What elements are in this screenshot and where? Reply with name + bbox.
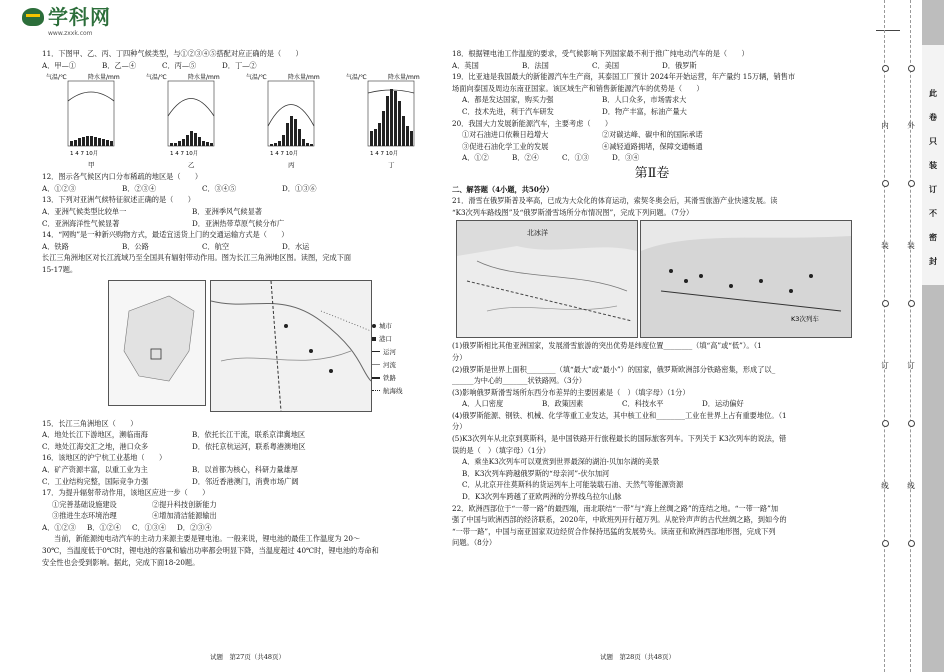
subquestion-3: (3)影响俄罗斯滑雪场所东西分布差异的主要因素是（ ）（填字母）（1分） <box>452 387 690 397</box>
subquestion-5-option-c: C．从北京开往莫斯科的货运列车上可能装载石油、天然气等能源资源 <box>462 480 684 490</box>
subquestion-5b: 误的是（ ）（填字母）（1分） <box>452 445 550 455</box>
question-17-items-b: ③推进生态环境治理 ④增加清洁能源输出 <box>52 511 217 521</box>
binding-circle-icon <box>908 180 915 187</box>
subquestion-1: (1)俄罗斯相比其他亚洲国家，发展滑雪旅游的突出优势是纬度位置________（填“高”或“低”）。（1 <box>452 341 762 351</box>
subquestion-4b: 分） <box>452 422 467 432</box>
notice-char: 此 <box>929 88 937 98</box>
question-20-items-a: ①对石油进口依赖日趋增大 ②对碳达峰、碳中和的国际承诺 <box>462 130 703 140</box>
question-21b: “K3次列车路线图”及“俄罗斯滑雪场所分布情况图”，完成下列问题。（7分） <box>452 207 694 217</box>
intro-15-17b: 15-17题。 <box>42 264 78 274</box>
svg-text:1 4 7 10月: 1 4 7 10月 <box>70 151 99 158</box>
intro-18-20a: 当前，新能源纯电动汽车的主动力来源主要是锂电池。一般来说，锂电池的最佳工作温度为 20～ <box>54 534 361 544</box>
question-21a: 21．滑雪在俄罗斯普及率高，已成为大众化的体育运动，索契冬奥会后，其滑雪旅游产业快速发展。读 <box>452 196 778 206</box>
binding-margin <box>870 0 950 672</box>
outer-label-wai: 外 <box>907 121 915 130</box>
binding-circle-icon <box>908 540 915 547</box>
binding-circle-icon <box>882 300 889 307</box>
question-13: 13．下列对亚洲气候特征叙述正确的是（ ） <box>42 195 195 205</box>
question-11: 11．下图甲、乙、丙、丁四种气候类型，与①②③④⑤搭配对应正确的是（ ） <box>42 49 303 58</box>
climate-chart-bing <box>246 73 320 169</box>
question-13-options-a: A．亚洲气候类型比较单一 B．亚洲季风气候显著 <box>42 206 262 216</box>
notice-char: 只 <box>929 136 937 146</box>
legend-railway: 铁路 <box>372 372 403 385</box>
inner-label-ding: 订 <box>881 361 889 370</box>
intro-15-17: 长江三角洲地区对长江流域乃至全国具有辐射带动作用。图为长江三角洲地区图。读图，完成下面 <box>42 253 352 263</box>
question-12: 12．图示各气候区内口分布稀疏的地区是（ ） <box>42 172 203 182</box>
climate-charts-svg <box>42 71 437 171</box>
graduation-cap-icon <box>22 8 44 26</box>
notice-char: 订 <box>929 184 937 194</box>
question-22c: “一带一路”，中国与南亚国家双边经贸合作保持迅猛的发展势头。读南亚和欧洲西部地形图，完成下列 <box>452 526 776 536</box>
outer-label-ding: 订 <box>907 361 915 370</box>
subquestion-5-option-d: D．K3次列车跨越了亚欧两洲的分界线乌拉尔山脉 <box>462 492 622 502</box>
question-15-options-a: A．地处长江下游地区，濒临南海 B．依托长江干流，联系京津冀地区 <box>42 430 306 440</box>
question-17-items-a: ①完善基础设施建设 ②提升科技创新能力 <box>52 499 217 509</box>
svg-text:气温/℃: 气温/℃ <box>246 74 267 82</box>
legend-sea-route: 航海线 <box>372 385 403 398</box>
question-18-options: A．英国 B．法国 C．美国 D．俄罗斯 <box>452 60 697 70</box>
question-22b: 强了中国与欧洲西部的经济联系，2020年，中欧班列开行超万列。从驼铃声声的古代丝绸之路，到如今的 <box>452 515 787 525</box>
binding-circle-icon <box>882 180 889 187</box>
binding-circle-icon <box>882 540 889 547</box>
binding-circle-icon <box>908 65 915 72</box>
inner-dashed-line <box>884 0 885 672</box>
brand-logo <box>22 5 111 37</box>
notice-char: 密 <box>929 232 937 242</box>
notice-char: 卷 <box>929 112 937 122</box>
section-title: 第Ⅱ卷 <box>634 165 670 181</box>
question-19a: 19．比亚迪是我国最大的新能源汽车生产商，其泰国工厂预计 2024年开始运营，年产量约 15万辆，销售市 <box>452 72 796 82</box>
binding-circle-icon <box>908 300 915 307</box>
binding-circle-icon <box>882 420 889 427</box>
svg-text:丁: 丁 <box>388 161 395 170</box>
yangtze-delta-map <box>42 276 437 418</box>
question-18: 18．根据锂电池工作温度的要求，受气候影响下列国家最不利于推广纯电动汽车的是（ ） <box>452 49 749 58</box>
climate-chart-ding <box>346 73 420 169</box>
intro-18-20c: 安全性也会受到影响。据此，完成下面18-20题。 <box>42 557 200 567</box>
map-legend <box>372 320 403 398</box>
chart-name: 甲 <box>88 161 95 170</box>
subquestion-5: (5)K3次列车从北京到莫斯科，是中国铁路开行旅程最长的国际旅客列车。下列关于 K3次列车的说法，错 <box>452 434 787 444</box>
inner-label-nei: 内 <box>881 121 889 130</box>
right-footer: 试题 第28页（共48页） <box>600 653 676 661</box>
binding-circle-icon <box>882 65 889 72</box>
question-20-items-b: ③促进石油化学工业的发展 ④减轻道路拥堵，保障交通畅通 <box>462 141 703 151</box>
question-12-options: A．①②③ B．②③④ C．③④⑤ D．①③⑥ <box>42 183 317 193</box>
subquestion-2b: ______为中心的_______状铁路网。（3分） <box>452 376 586 386</box>
question-19-options-a: A．都是发达国家，购买力强 B．人口众多，市场需求大 <box>462 95 687 105</box>
question-20-options: A．①② B．②④ C．①③ D．③④ <box>462 153 640 163</box>
k3-train-route-map <box>456 220 638 338</box>
svg-text:降水量/mm: 降水量/mm <box>188 74 220 82</box>
brand-url: www.zxxk.com <box>48 30 93 37</box>
svg-text:1 4 7 10月: 1 4 7 10月 <box>370 151 399 158</box>
question-16-options-b: C．工业结构完整，国际竞争力强 D．邻近香港澳门，消费市场广阔 <box>42 476 299 486</box>
intro-18-20b: 30℃，当温度低于0℃时，锂电池的容量和输出功率都会明显下降，当温度超过 40℃时，锂电池的寿命和 <box>42 546 379 556</box>
question-20: 20．我国大力发展新能源汽车，主要考虑（ ） <box>452 118 613 128</box>
question-11-options: A．甲—① B．乙—④ C．丙—⑤ D．丁—② <box>42 60 257 70</box>
question-13-options-b: C．亚洲海洋性气候显著 D．亚洲热带草原气候分布广 <box>42 218 285 228</box>
section-subtitle: 二、解答题（4小题，共50分） <box>452 184 554 194</box>
svg-text:1 4 7 10月: 1 4 7 10月 <box>170 151 199 158</box>
question-15-options-b: C．地处江海交汇之地，港口众多 D．依托京杭运河，联系粤港澳地区 <box>42 441 306 451</box>
question-17: 17．为提升辐射带动作用，该地区应进一步（ ） <box>42 488 210 498</box>
right-column <box>452 48 852 549</box>
k3-train-label: K3次列车 <box>791 315 819 324</box>
legend-port: 港口 <box>372 333 403 346</box>
arctic-ocean-label: 北冰洋 <box>527 229 548 238</box>
question-19b: 场面向泰国及周边东南亚国家。该区域生产和销售新能源汽车的优势是（ ） <box>452 83 704 93</box>
svg-text:气温/℃: 气温/℃ <box>346 74 367 82</box>
subquestion-1b: 分） <box>452 352 467 362</box>
svg-text:气温/℃: 气温/℃ <box>146 74 167 82</box>
outer-label-zhuang: 装 <box>907 241 915 250</box>
inner-label-xian: 线 <box>881 481 889 490</box>
question-17-options: A．①②③ B．①②④ C．①③④ D．②③④ <box>42 522 212 532</box>
subquestion-3-options: A．人口密度 B．政策因素 C．科技水平 D．运动偏好 <box>462 399 744 409</box>
legend-river: 河流 <box>372 359 403 372</box>
question-19-options-b: C．技术先进，利于汽车研发 D．物产丰富，标油产量大 <box>462 106 687 116</box>
inner-label-zhuang: 装 <box>881 241 889 250</box>
subquestion-4: (4)俄罗斯能源、钢铁、机械、化学等重工业发达，其中核工业和________工业在世界上占有重要地位。（1 <box>452 410 787 420</box>
climate-charts <box>42 71 437 171</box>
binding-circle-icon <box>908 420 915 427</box>
question-15: 15．长江三角洲地区（ ） <box>42 418 138 428</box>
question-14: 14．“网购”是一种新兴购物方式，最适宜送货上门的交通运输方式是（ ） <box>42 230 289 240</box>
climate-chart-yi <box>146 73 220 169</box>
svg-text:降水量/mm: 降水量/mm <box>388 74 420 82</box>
left-column <box>42 48 437 568</box>
subquestion-5-option-b: B．K3次列车跨越俄罗斯的“母亲河”-伏尔加河 <box>462 468 610 478</box>
question-22d: 问题。（8分） <box>452 538 497 548</box>
brand-name: 学科网 <box>48 5 111 29</box>
left-footer: 试题 第27页（共48页） <box>210 653 286 661</box>
question-22a: 22．欧洲西部位于“一带一路”的最西端，南北联结“一带”与“海上丝绸之路”的连结之地。“一带一路”加 <box>452 503 779 513</box>
ski-resort-map <box>640 220 852 338</box>
svg-text:丙: 丙 <box>288 161 295 170</box>
gray-bar-top <box>922 0 944 45</box>
name-line <box>876 30 900 31</box>
rain-label: 降水量/mm <box>88 74 120 82</box>
svg-text:乙: 乙 <box>188 161 195 170</box>
legend-canal: 运河 <box>372 346 403 359</box>
legend-city: 城市 <box>372 320 403 333</box>
climate-chart-jia <box>46 73 120 169</box>
notice-char: 封 <box>929 256 937 266</box>
temp-label: 气温/℃ <box>46 74 67 82</box>
outer-label-xian: 线 <box>907 481 915 490</box>
russia-maps <box>452 218 852 340</box>
svg-text:降水量/mm: 降水量/mm <box>288 74 320 82</box>
notice-char: 不 <box>929 208 937 218</box>
question-14-options: A．铁路 B．公路 C．航空 D．水运 <box>42 241 310 251</box>
subquestion-5-option-a: A．乘坐K3次列车可以观赏到世界最深的湖泊-贝加尔湖的美景 <box>462 457 660 467</box>
question-16: 16．该地区的沪宁杭工业基地（ ） <box>42 453 167 463</box>
delta-detail-map <box>210 280 372 412</box>
svg-text:1 4 7 10月: 1 4 7 10月 <box>270 151 299 158</box>
gray-bar-bottom <box>922 285 944 672</box>
question-16-options-a: A．矿产资源丰富，以重工业为主 B．以首都为核心，科研力量雄厚 <box>42 464 298 474</box>
subquestion-2: (2)俄罗斯是世界上面积________（填“最大”或“最小”）的国家，俄罗斯欧洲部分铁路密集，形成了以_ <box>452 364 776 374</box>
outer-dashed-line <box>910 0 911 672</box>
notice-char: 装 <box>929 160 937 170</box>
china-inset-map <box>108 280 206 406</box>
